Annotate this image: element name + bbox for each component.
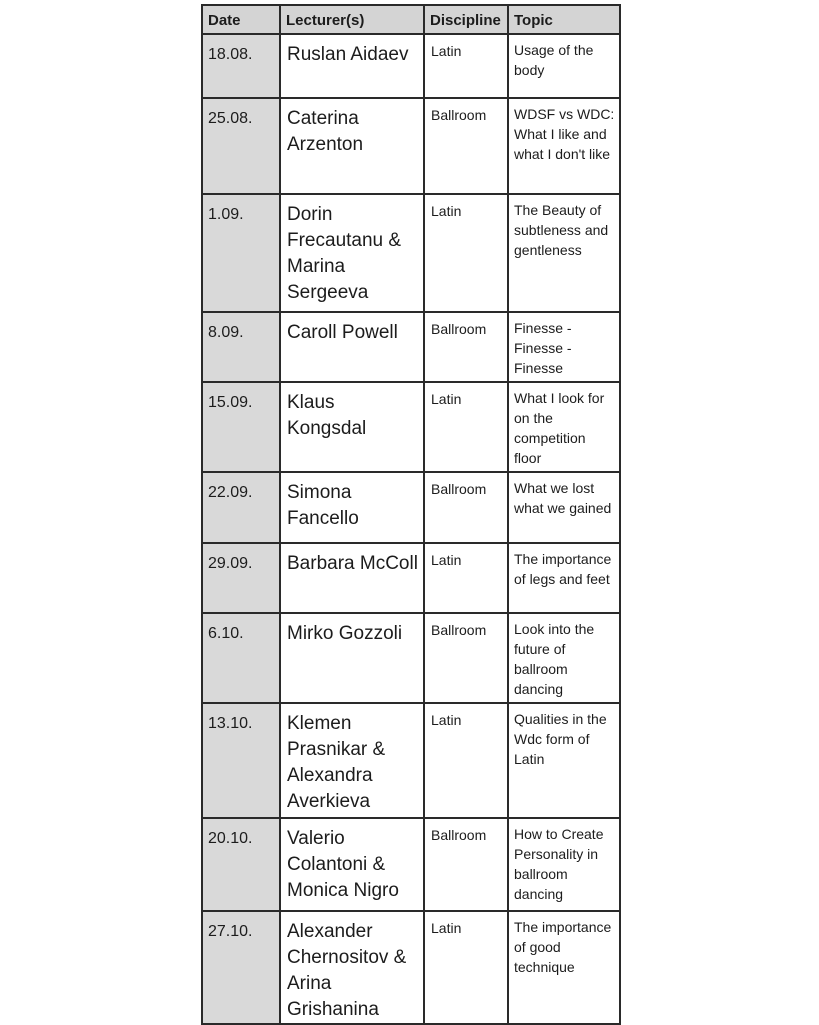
table-row — [202, 703, 620, 818]
date-cell: 25.08. — [202, 98, 280, 194]
lecturers-cell: Dorin Frecautanu & Marina Sergeeva — [280, 194, 424, 312]
topic-cell: The Beauty of subtleness and gentleness — [508, 194, 620, 312]
table-row — [202, 911, 620, 1024]
topic-cell: What I look for on the competition floor — [508, 382, 620, 472]
lecturers-cell: Alexander Chernositov & Arina Grishanina — [280, 911, 424, 1024]
table-row — [202, 543, 620, 613]
topic-cell: Qualities in the Wdc form of Latin — [508, 703, 620, 818]
lecturers-cell: Simona Fancello — [280, 472, 424, 543]
date-cell: 1.09. — [202, 194, 280, 312]
table-row — [202, 382, 620, 472]
discipline-column-header: Discipline — [424, 5, 508, 34]
table-row — [202, 34, 620, 98]
discipline-cell: Ballroom — [424, 472, 508, 543]
topic-cell: Look into the future of ballroom dancing — [508, 613, 620, 703]
date-cell: 18.08. — [202, 34, 280, 98]
table-row — [202, 98, 620, 194]
discipline-cell: Latin — [424, 34, 508, 98]
discipline-cell: Ballroom — [424, 312, 508, 382]
discipline-cell: Ballroom — [424, 818, 508, 911]
table-row — [202, 472, 620, 543]
topic-cell: Usage of the body — [508, 34, 620, 98]
discipline-cell: Ballroom — [424, 613, 508, 703]
date-cell: 29.09. — [202, 543, 280, 613]
discipline-cell: Latin — [424, 911, 508, 1024]
date-cell: 20.10. — [202, 818, 280, 911]
lecturers-column-header: Lecturer(s) — [280, 5, 424, 34]
table-row — [202, 818, 620, 911]
discipline-cell: Latin — [424, 194, 508, 312]
discipline-cell: Ballroom — [424, 98, 508, 194]
lecturers-cell: Barbara McColl — [280, 543, 424, 613]
discipline-cell: Latin — [424, 703, 508, 818]
topic-column-header: Topic — [508, 5, 620, 34]
lecturers-cell: Klemen Prasnikar & Alexandra Averkieva — [280, 703, 424, 818]
topic-cell: The importance of legs and feet — [508, 543, 620, 613]
topic-cell: The importance of good technique — [508, 911, 620, 1024]
header-row — [202, 5, 620, 34]
lecturers-cell: Ruslan Aidaev — [280, 34, 424, 98]
date-column-header: Date — [202, 5, 280, 34]
lecturers-cell: Caroll Powell — [280, 312, 424, 382]
topic-cell: WDSF vs WDC: What I like and what I don't like — [508, 98, 620, 194]
lecture-schedule-table — [201, 4, 621, 1025]
date-cell: 6.10. — [202, 613, 280, 703]
topic-cell: How to Create Personality in ballroom dancing — [508, 818, 620, 911]
discipline-cell: Latin — [424, 382, 508, 472]
date-cell: 27.10. — [202, 911, 280, 1024]
topic-cell: Finesse - Finesse - Finesse — [508, 312, 620, 382]
lecturers-cell: Valerio Colantoni & Monica Nigro — [280, 818, 424, 911]
lecturers-cell: Mirko Gozzoli — [280, 613, 424, 703]
date-cell: 15.09. — [202, 382, 280, 472]
lecturers-cell: Klaus Kongsdal — [280, 382, 424, 472]
date-cell: 22.09. — [202, 472, 280, 543]
topic-cell: What we lost what we gained — [508, 472, 620, 543]
discipline-cell: Latin — [424, 543, 508, 613]
date-cell: 8.09. — [202, 312, 280, 382]
date-cell: 13.10. — [202, 703, 280, 818]
lecturers-cell: Caterina Arzenton — [280, 98, 424, 194]
table-row — [202, 194, 620, 312]
table-row — [202, 613, 620, 703]
table-row — [202, 312, 620, 382]
